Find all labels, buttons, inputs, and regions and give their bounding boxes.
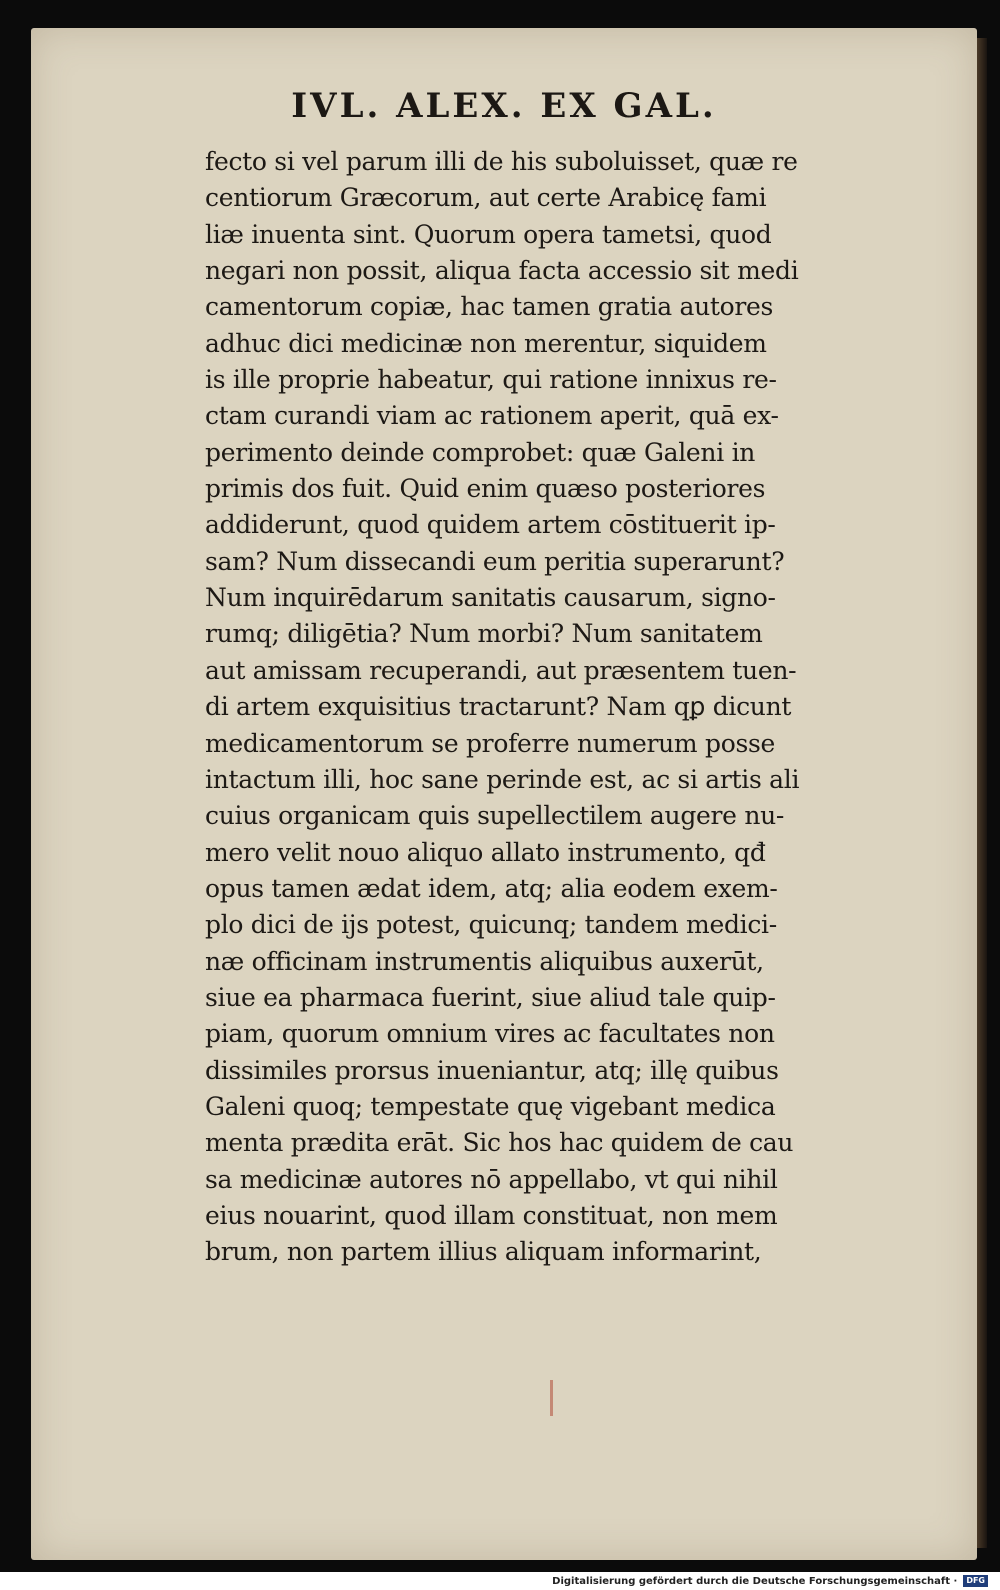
- text-line: eius nouarint, quod illam constituat, non mem: [205, 1200, 778, 1230]
- funding-credit: Digitalisierung gefördert durch die Deutsche Forschungsgemeinschaft ·: [552, 1575, 958, 1587]
- text-line: siue ea pharmaca fuerint, siue aliud tale quip-: [205, 982, 776, 1012]
- text-line: menta prædita erāt. Sic hos hac quidem de cau: [205, 1128, 794, 1158]
- text-line: negari non possit, aliqua facta accessio sit medi: [205, 256, 799, 286]
- footer-bar: [0, 1572, 1000, 1590]
- paper-blemish: [550, 1380, 553, 1416]
- text-line: sa medicinæ autores nō appellabo, vt qui nihil: [205, 1164, 778, 1194]
- text-line: di artem exquisitius tractarunt? Nam qꝑ dicunt: [205, 692, 792, 722]
- text-line: mero velit nouo aliquo allato instrumento, qđ: [205, 837, 766, 867]
- text-line: næ officinam instrumentis aliquibus auxerūt,: [205, 946, 764, 976]
- page-edge: [977, 38, 987, 1548]
- text-line: centiorum Græcorum, aut certe Arabicę fami: [205, 183, 767, 213]
- text-line: camentorum copiæ, hac tamen gratia autores: [205, 292, 774, 322]
- text-line: addiderunt, quod quidem artem cōstituerit ip-: [205, 510, 776, 540]
- text-line: liæ inuenta sint. Quorum opera tametsi, quod: [205, 219, 772, 249]
- text-line: Num inquirēdarum sanitatis causarum, signo-: [205, 583, 776, 613]
- text-line: fecto si vel parum illi de his suboluisset, quæ re: [205, 147, 798, 176]
- running-head: IVL. ALEX. EX GAL.: [291, 86, 717, 126]
- text-line: plo dici de ijs potest, quicunq; tandem medici-: [205, 910, 777, 940]
- book-page: [31, 28, 977, 1560]
- body-text: [205, 144, 915, 1271]
- dfg-logo-icon: DFG: [963, 1575, 988, 1587]
- text-line: rumq; diligētia? Num morbi? Num sanitatem: [205, 619, 763, 649]
- text-line: opus tamen ædat idem, atq; alia eodem exem-: [205, 873, 778, 903]
- text-line: intactum illi, hoc sane perinde est, ac si artis ali: [205, 764, 800, 794]
- text-line: aut amissam recuperandi, aut præsentem tuen-: [205, 655, 797, 685]
- text-line: piam, quorum omnium vires ac facultates non: [205, 1019, 775, 1049]
- text-line: is ille proprie habeatur, qui ratione innixus re-: [205, 365, 777, 395]
- text-line: cuius organicam quis supellectilem augere nu-: [205, 801, 785, 831]
- text-line: perimento deinde comprobet: quæ Galeni in: [205, 437, 756, 467]
- text-line: sam? Num dissecandi eum peritia superarunt?: [205, 546, 785, 576]
- text-line: ctam curandi viam ac rationem aperit, quā ex-: [205, 401, 779, 431]
- text-line: dissimiles prorsus inueniantur, atq; illę quibus: [205, 1055, 779, 1085]
- text-line: Galeni quoq; tempestate quę vigebant medica: [205, 1091, 776, 1121]
- text-line: adhuc dici medicinæ non merentur, siquidem: [205, 328, 767, 358]
- text-line: primis dos fuit. Quid enim quæso posteriores: [205, 474, 766, 504]
- text-line: brum, non partem illius aliquam informarint,: [205, 1237, 762, 1267]
- text-line: medicamentorum se proferre numerum posse: [205, 728, 775, 758]
